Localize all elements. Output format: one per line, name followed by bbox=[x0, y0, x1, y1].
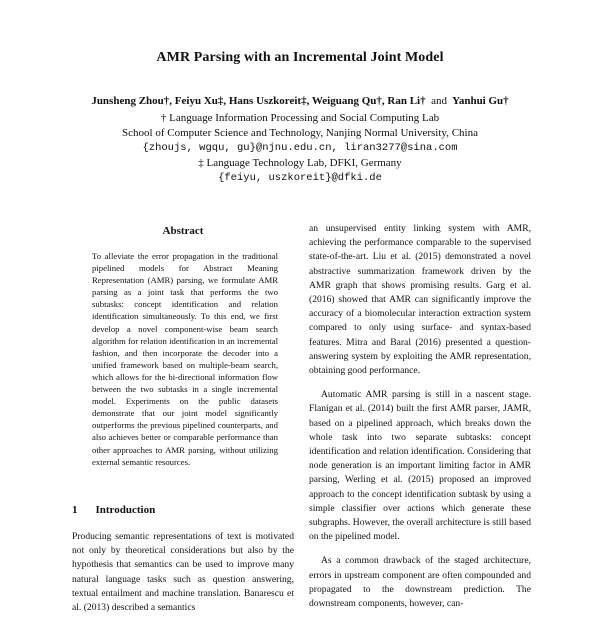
paragraph: As a common drawback of the staged architecture, errors in upstream component are often compounded and propagated to the downstream prediction. The downstream components, however, can- bbox=[309, 555, 531, 610]
affiliation-line: School of Computer Science and Technology, Nanjing Normal University, China bbox=[122, 127, 478, 139]
author-name: Weiguang Qu† bbox=[311, 95, 382, 107]
affiliation-line: ‡ Language Technology Lab, DFKI, Germany bbox=[198, 157, 402, 169]
author-name: Feiyu Xu‡ bbox=[174, 95, 224, 107]
author-conjunction: and bbox=[431, 95, 448, 107]
paper-title: AMR Parsing with an Incremental Joint Model bbox=[156, 50, 444, 65]
author-emails: {zhoujs, wgqu, gu}@njnu.edu.cn, liran3277@sina.com bbox=[142, 142, 458, 154]
abstract-heading: Abstract bbox=[162, 225, 204, 237]
author-name: Yanhui Gu† bbox=[452, 95, 509, 107]
paragraph: an unsupervised entity linking system with AMR, achieving the performance comparable to the supervised state-of-the-art. Liu et al. (2015) demonstrated a novel abstractive summarization framework driven by the AMR graph that shows promising results. Garg et al. (2016) showed that AMR can significantly improve the accuracy of a biomolecular interaction extraction system compared to only using surface- and syntax-based features. Mitra and Baral (2016) presented a question-answering system by exploiting the AMR representation, obtaining good performance. bbox=[309, 223, 531, 377]
author-name: Junsheng Zhou† bbox=[91, 95, 170, 107]
section-title: Introduction bbox=[95, 504, 156, 516]
section-heading bbox=[72, 504, 155, 516]
author-name: Hans Uszkoreit‡ bbox=[228, 95, 307, 107]
section-number: 1 bbox=[72, 504, 78, 516]
author-emails: {feiyu, uszkoreit}@dfki.de bbox=[218, 172, 382, 184]
author-name: Ran Li† bbox=[387, 95, 426, 107]
abstract-text: To alleviate the error propagation in the traditional pipelined models for Abstract Meaning Representation (AMR) parsing, we formulate AMR parsing as a joint task that performs the two subtasks: concept identification and relation identification simultaneously. To this end, we first develop a novel component-wise beam search algorithm for relation identification in an incremental fashion, and then incorporate the decoder into a unified framework based on multiple-beam search, which allows for the bi-directional information flow between the two subtasks in a single incremental model. Experiments on the public datasets demonstrate that our joint model significantly outperforms the previous pipelined counterparts, and also achieves better or comparable performance than other approaches to AMR parsing, without utilizing external semantic resources. bbox=[92, 251, 278, 467]
right-column bbox=[309, 222, 531, 621]
paragraph: Automatic AMR parsing is still in a nascent stage. Flanigan et al. (2014) built the first AMR parser, JAMR, based on a pipelined approach, which breaks down the whole task into two separate subtasks: concept identification and relation identification. Considering that node generation is an important limiting factor in AMR parsing, Werling et al. (2015) proposed an improved approach to the concept identification subtask by using a simple classifier over actions which generate these subgraphs. However, the overall architecture is still based on the pipelined model. bbox=[309, 389, 531, 543]
author-list: Junsheng Zhou†, Feiyu Xu‡, Hans Uszkoreit‡, Weiguang Qu†, Ran Li† and Yanhui Gu† bbox=[91, 95, 509, 107]
introduction-text: Producing semantic representations of text is motivated not only by theoretical considerations but also by the hypothesis that semantics can be used to improve many natural language tasks such as question answering, textual entailment and machine translation. Banarescu et al. (2013) described a semantics bbox=[72, 531, 294, 614]
affiliation-line: † Language Information Processing and Social Computing Lab bbox=[160, 112, 440, 124]
